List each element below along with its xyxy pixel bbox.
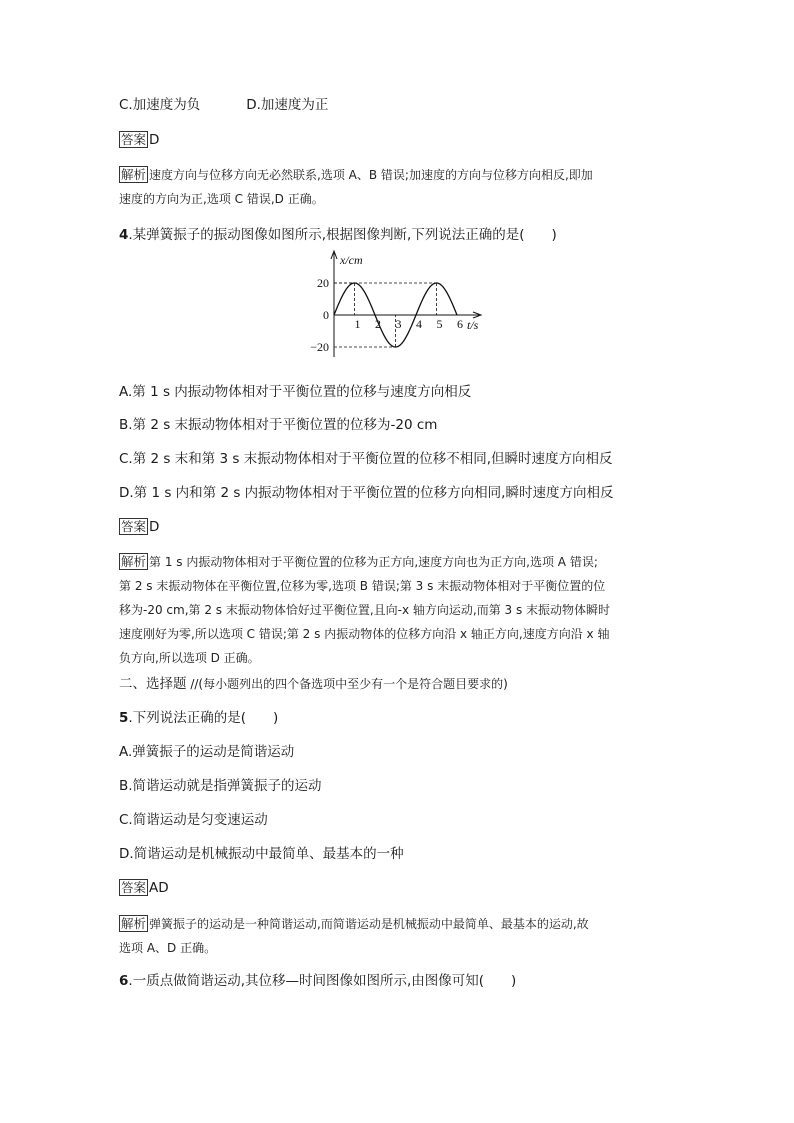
x-axis-label: t/s xyxy=(467,318,479,332)
y-tick-label: 0 xyxy=(323,308,329,322)
explanation-tag: 解析 xyxy=(121,916,147,931)
q5-explanation-line: 解析 弹簧振子的运动是一种简谐运动,而简谐运动是机械振动中最简单、最基本的运动,故 xyxy=(121,916,589,931)
answer-value: AD xyxy=(149,880,169,896)
question-number: 6 xyxy=(119,973,129,989)
q4-explanation-line: 速度刚好为零,所以选项 C 错误;第 2 s 内振动物体的位移方向沿 x 轴正方向,速度方向沿 x 轴 xyxy=(119,627,610,641)
q3-answer xyxy=(119,131,159,149)
q5-option: A.弹簧振子的运动是简谐运动 xyxy=(119,744,295,760)
q3-option-c: C.加速度为负 xyxy=(119,97,201,113)
x-tick-label: 6 xyxy=(457,317,463,331)
x-tick-label: 5 xyxy=(436,317,443,331)
q4-option: A.第 1 s 内振动物体相对于平衡位置的位移与速度方向相反 xyxy=(119,384,472,400)
y-tick-label: −20 xyxy=(310,340,329,354)
q3-options-row xyxy=(119,96,328,114)
q4-explanation-line: 第 2 s 末振动物体在平衡位置,位移为零,选项 B 错误;第 3 s 末振动物体相对于平衡位置的位 xyxy=(119,579,606,593)
answer-value: D xyxy=(149,519,160,535)
q5-option: D.简谐运动是机械振动中最简单、最基本的一种 xyxy=(119,846,404,862)
answer-value: D xyxy=(149,132,160,148)
y-axis-label: x/cm xyxy=(340,253,363,267)
q5-option: C.简谐运动是匀变速运动 xyxy=(119,812,268,828)
q4-explanation-line: 解析 第 1 s 内振动物体相对于平衡位置的位移为正方向,速度方向也为正方向,选项 A 错误; xyxy=(121,554,598,569)
q3-explanation-line: 解析 速度方向与位移方向无必然联系,选项 A、B 错误;加速度的方向与位移方向相反,即加 xyxy=(121,167,593,182)
q6-stem: 6.一质点做简谐运动,其位移—时间图像如图所示,由图像可知( ) xyxy=(119,973,517,989)
q4-option: C.第 2 s 末和第 3 s 末振动物体相对于平衡位置的位移不相同,但瞬时速度方向相反 xyxy=(119,451,613,467)
q4-answer xyxy=(119,518,159,536)
q4-stem: 4.某弹簧振子的振动图像如图所示,根据图像判断,下列说法正确的是( ) xyxy=(119,227,557,243)
q5-option: B.简谐运动就是指弹簧振子的运动 xyxy=(119,778,322,794)
answer-tag: 答案 xyxy=(121,132,147,147)
answer-tag: 答案 xyxy=(121,880,147,895)
q4-option: B.第 2 s 末振动物体相对于平衡位置的位移为-20 cm xyxy=(119,417,438,433)
y-tick-label: 20 xyxy=(317,276,329,290)
x-tick-label: 2 xyxy=(375,317,381,331)
q3-option-d: D.加速度为正 xyxy=(246,97,329,113)
section-heading xyxy=(119,675,508,693)
x-tick-label: 4 xyxy=(416,317,422,331)
q3-explanation-line: 速度的方向为正,选项 C 错误,D 正确。 xyxy=(119,192,324,206)
q5-explanation-line: 选项 A、D 正确。 xyxy=(119,941,217,955)
section-note: //(每小题列出的四个备选项中至少有一个是符合题目要求的) xyxy=(186,677,508,691)
q4-explanation-line: 移为-20 cm,第 2 s 末振动物体恰好过平衡位置,且向-x 轴方向运动,而第 3 s 末振动物体瞬时 xyxy=(119,603,611,617)
explanation-tag: 解析 xyxy=(121,554,147,569)
explanation-tag: 解析 xyxy=(121,167,147,182)
displacement-time-graph xyxy=(300,245,500,360)
answer-tag: 答案 xyxy=(121,519,147,534)
x-tick-label: 1 xyxy=(354,317,361,331)
question-number: 5 xyxy=(119,710,129,726)
x-tick-label: 3 xyxy=(395,317,402,331)
q4-option: D.第 1 s 内和第 2 s 内振动物体相对于平衡位置的位移方向相同,瞬时速度方向相反 xyxy=(119,485,614,501)
q4-explanation-line: 负方向,所以选项 D 正确。 xyxy=(119,651,260,665)
question-number: 4 xyxy=(119,227,129,243)
q5-answer xyxy=(119,879,169,897)
q5-stem: 5.下列说法正确的是( ) xyxy=(119,710,279,726)
section-title: 二、选择题 xyxy=(119,676,187,692)
